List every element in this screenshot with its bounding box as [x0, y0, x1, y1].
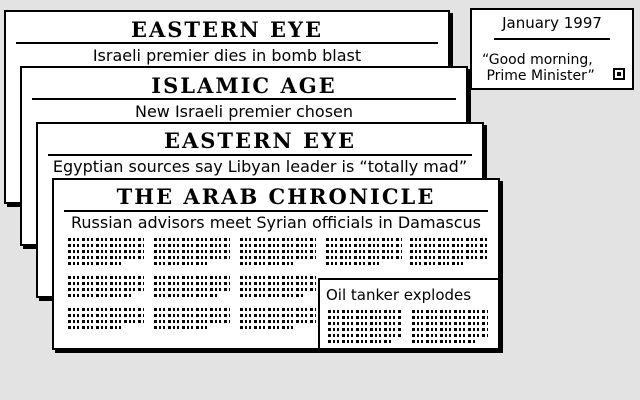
masthead-rule — [32, 98, 456, 100]
masthead-rule — [48, 154, 472, 156]
sub-article-box[interactable] — [318, 278, 500, 350]
date-label: January 1997 — [502, 14, 602, 32]
date-rule — [494, 38, 610, 40]
date-message-card — [470, 8, 634, 90]
greeting-quote: “Good morning, Prime Minister” — [482, 52, 595, 84]
article-column-1 — [68, 238, 144, 332]
masthead-rule — [64, 210, 488, 212]
headline: Russian advisors meet Syrian officials in Damascus — [71, 213, 481, 232]
headline: New Israeli premier chosen — [134, 102, 354, 121]
headline: Israeli premier dies in bomb blast — [92, 46, 362, 65]
article-column-4 — [326, 238, 402, 268]
article-column-5 — [410, 238, 488, 268]
masthead: ISLAMIC AGE — [151, 73, 337, 98]
newspaper-arab-chronicle[interactable] — [52, 178, 500, 350]
close-box-icon[interactable] — [613, 68, 625, 80]
masthead: EASTERN EYE — [130, 17, 324, 42]
masthead-rule — [16, 42, 438, 44]
article-column-2 — [154, 238, 230, 332]
sub-article-column-2 — [412, 310, 488, 346]
sub-article-column-1 — [328, 310, 402, 346]
masthead: THE ARAB CHRONICLE — [116, 184, 436, 209]
article-column-3 — [240, 238, 316, 332]
sub-headline: Oil tanker explodes — [326, 286, 472, 304]
headline: Egyptian sources say Libyan leader is “totally mad” — [52, 157, 468, 176]
masthead: EASTERN EYE — [163, 128, 357, 153]
